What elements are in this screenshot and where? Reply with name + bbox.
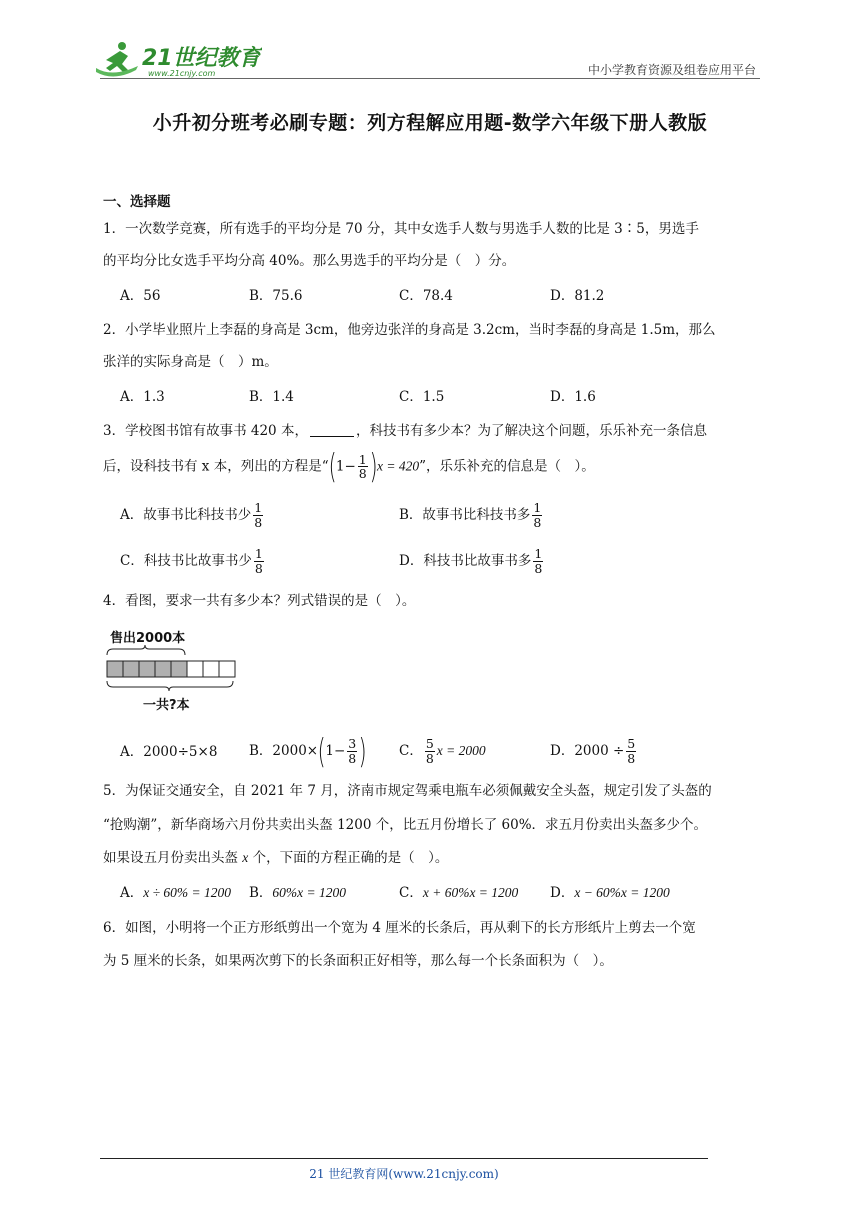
bar-cell-sold	[171, 661, 187, 677]
diagram-bottom-label: 一共?本	[143, 698, 190, 713]
q1-line1: 1．一次数学竞赛，所有选手的平均分是 70 分，其中女选手人数与男选手人数的比是 3∶5，男选手	[103, 221, 699, 237]
q3-line1-start: 3．学校图书馆有故事书 420 本，	[103, 423, 308, 439]
bar-cell-remaining	[187, 661, 203, 677]
bar-cell-sold	[155, 661, 171, 677]
section-heading: 一、选择题	[103, 194, 171, 210]
q3-line2-end: ”，乐乐补充的信息是（ ）。	[419, 458, 595, 475]
q3-line1	[103, 421, 707, 441]
document-title: 小升初分班考必刷专题：列方程解应用题-数学六年级下册人教版	[152, 112, 708, 134]
q6-line2: 为 5 厘米的长条，如果两次剪下的长条面积正好相等，那么每一个长条面积为（ ）。	[103, 953, 613, 969]
header-divider	[100, 78, 760, 79]
q3-option-d: D．科技书比故事书多 $\frac{1}{8}$	[399, 546, 543, 576]
q6-line1: 6．如图，小明将一个正方形纸剪出一个宽为 4 厘米的长条后，再从剩下的长方形纸片上剪去一个宽	[103, 920, 696, 936]
footer-text: 21 世纪教育网(www.21cnjy.com)	[309, 1167, 499, 1181]
q1-option-c: C．78.4	[399, 288, 453, 304]
q4-option-c: C． $\frac{5}{8}$ x = 2000	[399, 736, 486, 766]
bar-cell-remaining	[203, 661, 219, 677]
q2-line2: 张洋的实际身高是（ ）m。	[103, 354, 278, 370]
bar-cell-sold	[139, 661, 155, 677]
q1-line2: 的平均分比女选手平均分高 40%。那么男选手的平均分是（ ）分。	[103, 253, 516, 269]
q3-option-b: B．故事书比科技书多 $\frac{1}{8}$	[399, 500, 542, 530]
q2-line1: 2．小学毕业照片上李磊的身高是 3cm，他旁边张洋的身高是 3.2cm，当时李磊的身高是 1.5m，那么	[103, 322, 716, 338]
logo-text: 21世纪教育	[142, 46, 261, 71]
header-platform-text: 中小学教育资源及组卷应用平台	[587, 63, 756, 77]
q4-bar-diagram	[105, 625, 245, 715]
q2-option-a: A．1.3	[120, 389, 165, 405]
q2-option-d: D．1.6	[550, 389, 596, 405]
q4-option-a: A．2000÷5×8	[120, 744, 218, 760]
q5-option-d: D．x − 60%x = 1200	[550, 885, 670, 901]
q1-option-b: B．75.6	[249, 288, 303, 304]
q3-option-a: A．故事书比科技书少 $\frac{1}{8}$	[120, 500, 263, 530]
q3-line1-end: ，科技书有多少本？为了解决这个问题，乐乐补充一条信息	[355, 423, 707, 439]
q3-option-c: C．科技书比故事书少 $\frac{1}{8}$	[120, 546, 263, 576]
q3-line2-start: 后，设科技书有 x 本，列出的方程是“	[103, 458, 329, 475]
q3-equation-one: 1−	[335, 458, 356, 475]
q5-option-a: A．x ÷ 60% = 1200	[120, 885, 232, 901]
q5-option-c: C．x + 60%x = 1200	[399, 885, 519, 901]
diagram-top-label: 售出2000本	[110, 631, 186, 646]
q4-line1: 4．看图，要求一共有多少本？列式错误的是（ ）。	[103, 593, 416, 609]
logo-url: www.21cnjy.com	[148, 69, 216, 78]
q5-line2: “抢购潮”，新华商场六月份共卖出头盔 1200 个，比五月份增长了 60%．求五月份卖出头盔多少个。	[103, 817, 708, 833]
q5-line1: 5．为保证交通安全，自 2021 年 7 月，济南市规定驾乘电瓶车必须佩戴安全头盔，规定引发了头盔的	[103, 783, 712, 799]
q5-line3: 如果设五月份卖出头盔 x 个，下面的方程正确的是（ ）。	[103, 850, 449, 866]
q3-equation-fraction: $\frac{1}{8}$	[358, 451, 367, 481]
q5-option-b: B．60%x = 1200	[249, 885, 347, 901]
q4-option-b: B．2000×(1− $\frac{3}{8}$ )	[249, 731, 367, 772]
q3-line2: 后，设科技书有 x 本，列出的方程是“(1− $\frac{1}{8}$ )x = 420”，乐乐补充的信息是（ ）。	[103, 447, 595, 487]
footer-divider	[100, 1158, 708, 1159]
q1-option-d: D．81.2	[550, 288, 605, 304]
q2-option-c: C．1.5	[399, 389, 445, 405]
q2-option-b: B．1.4	[249, 389, 294, 405]
q4-option-d: D．2000 ÷ $\frac{5}{8}$	[550, 736, 636, 766]
q3-blank	[310, 422, 354, 437]
bar-cell-sold	[107, 661, 123, 677]
q1-option-a: A．56	[120, 288, 161, 304]
bar-cell-remaining	[219, 661, 235, 677]
q3-equation-rhs: x = 420	[377, 458, 420, 474]
site-logo	[92, 38, 262, 80]
bar-cell-sold	[123, 661, 139, 677]
